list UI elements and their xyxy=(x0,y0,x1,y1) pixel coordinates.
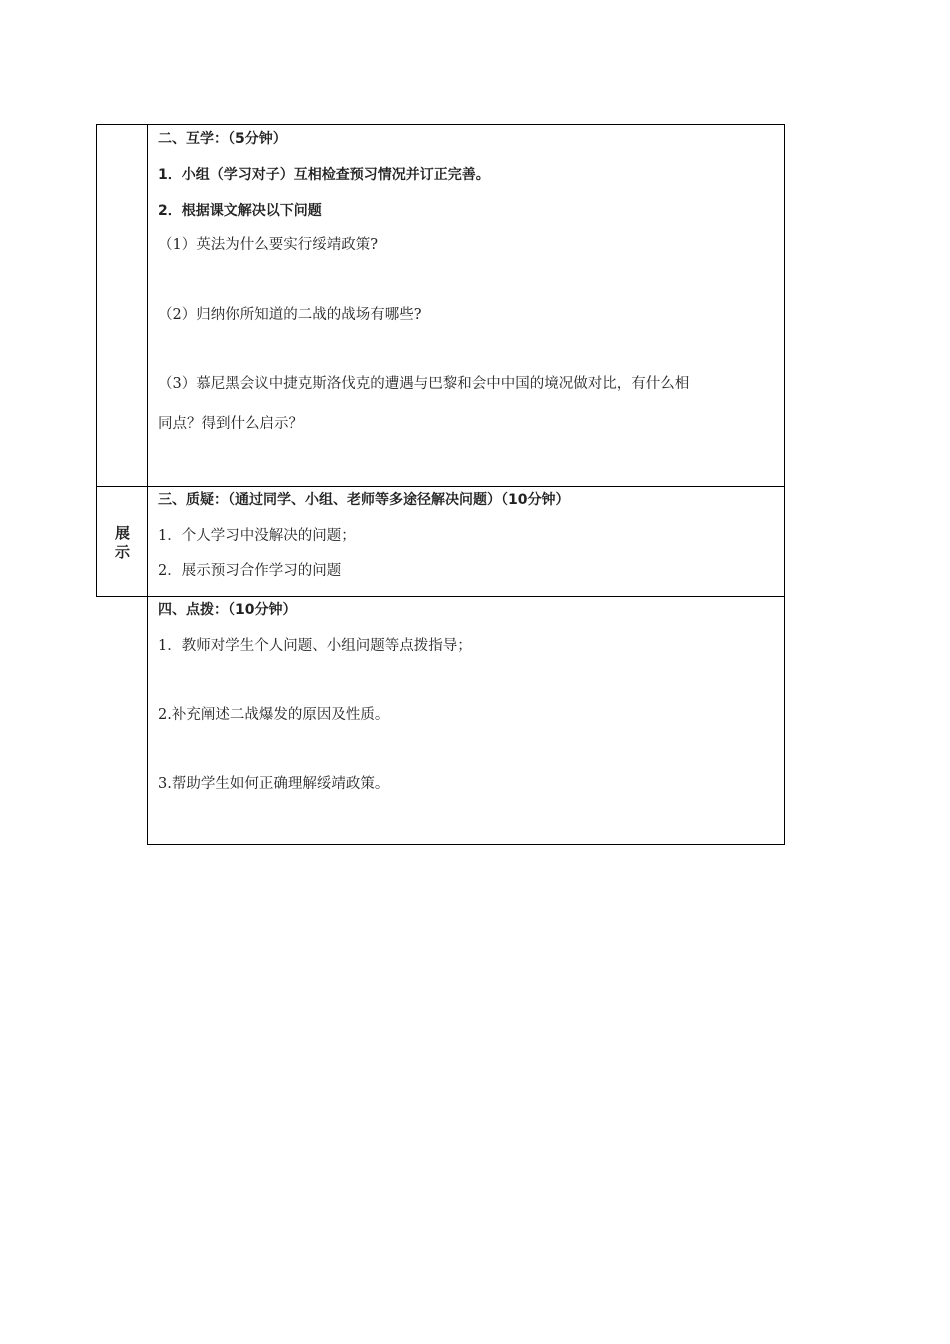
list-item: 1．小组（学习对子）互相检查预习情况并订正完善。 xyxy=(158,167,490,183)
list-item: 1．个人学习中没解决的问题； xyxy=(158,528,356,544)
section-heading: 四、点拨：（10分钟） xyxy=(158,602,297,618)
list-item: 2．根据课文解决以下问题 xyxy=(158,203,322,219)
side-label-char: 展 xyxy=(114,524,130,542)
question-item: （2）归纳你所知道的二战的战场有哪些? xyxy=(158,307,422,323)
side-label-cell-huxue xyxy=(96,124,148,487)
list-item: 2.补充阐述二战爆发的原因及性质。 xyxy=(158,707,390,723)
question-item: （1）英法为什么要实行绥靖政策? xyxy=(158,237,378,253)
side-label-cell-zhanshi xyxy=(96,486,148,597)
question-item-continuation: 同点？得到什么启示？ xyxy=(158,416,303,432)
list-item: 1．教师对学生个人问题、小组问题等点拨指导； xyxy=(158,638,472,654)
question-item: （3）慕尼黑会议中捷克斯洛伐克的遭遇与巴黎和会中中国的境况做对比，有什么相 xyxy=(158,376,690,392)
side-label-char: 示 xyxy=(114,543,130,561)
section-heading: 二、互学：（5分钟） xyxy=(158,131,287,147)
section-heading: 三、质疑：（通过同学、小组、老师等多途径解决问题）（10分钟） xyxy=(158,492,570,508)
section-dianbo xyxy=(147,596,785,845)
list-item: 3.帮助学生如何正确理解绥靖政策。 xyxy=(158,776,390,792)
section-huxue xyxy=(147,124,785,487)
list-item: 2．展示预习合作学习的问题 xyxy=(158,563,342,579)
section-zhiyi xyxy=(147,486,785,597)
